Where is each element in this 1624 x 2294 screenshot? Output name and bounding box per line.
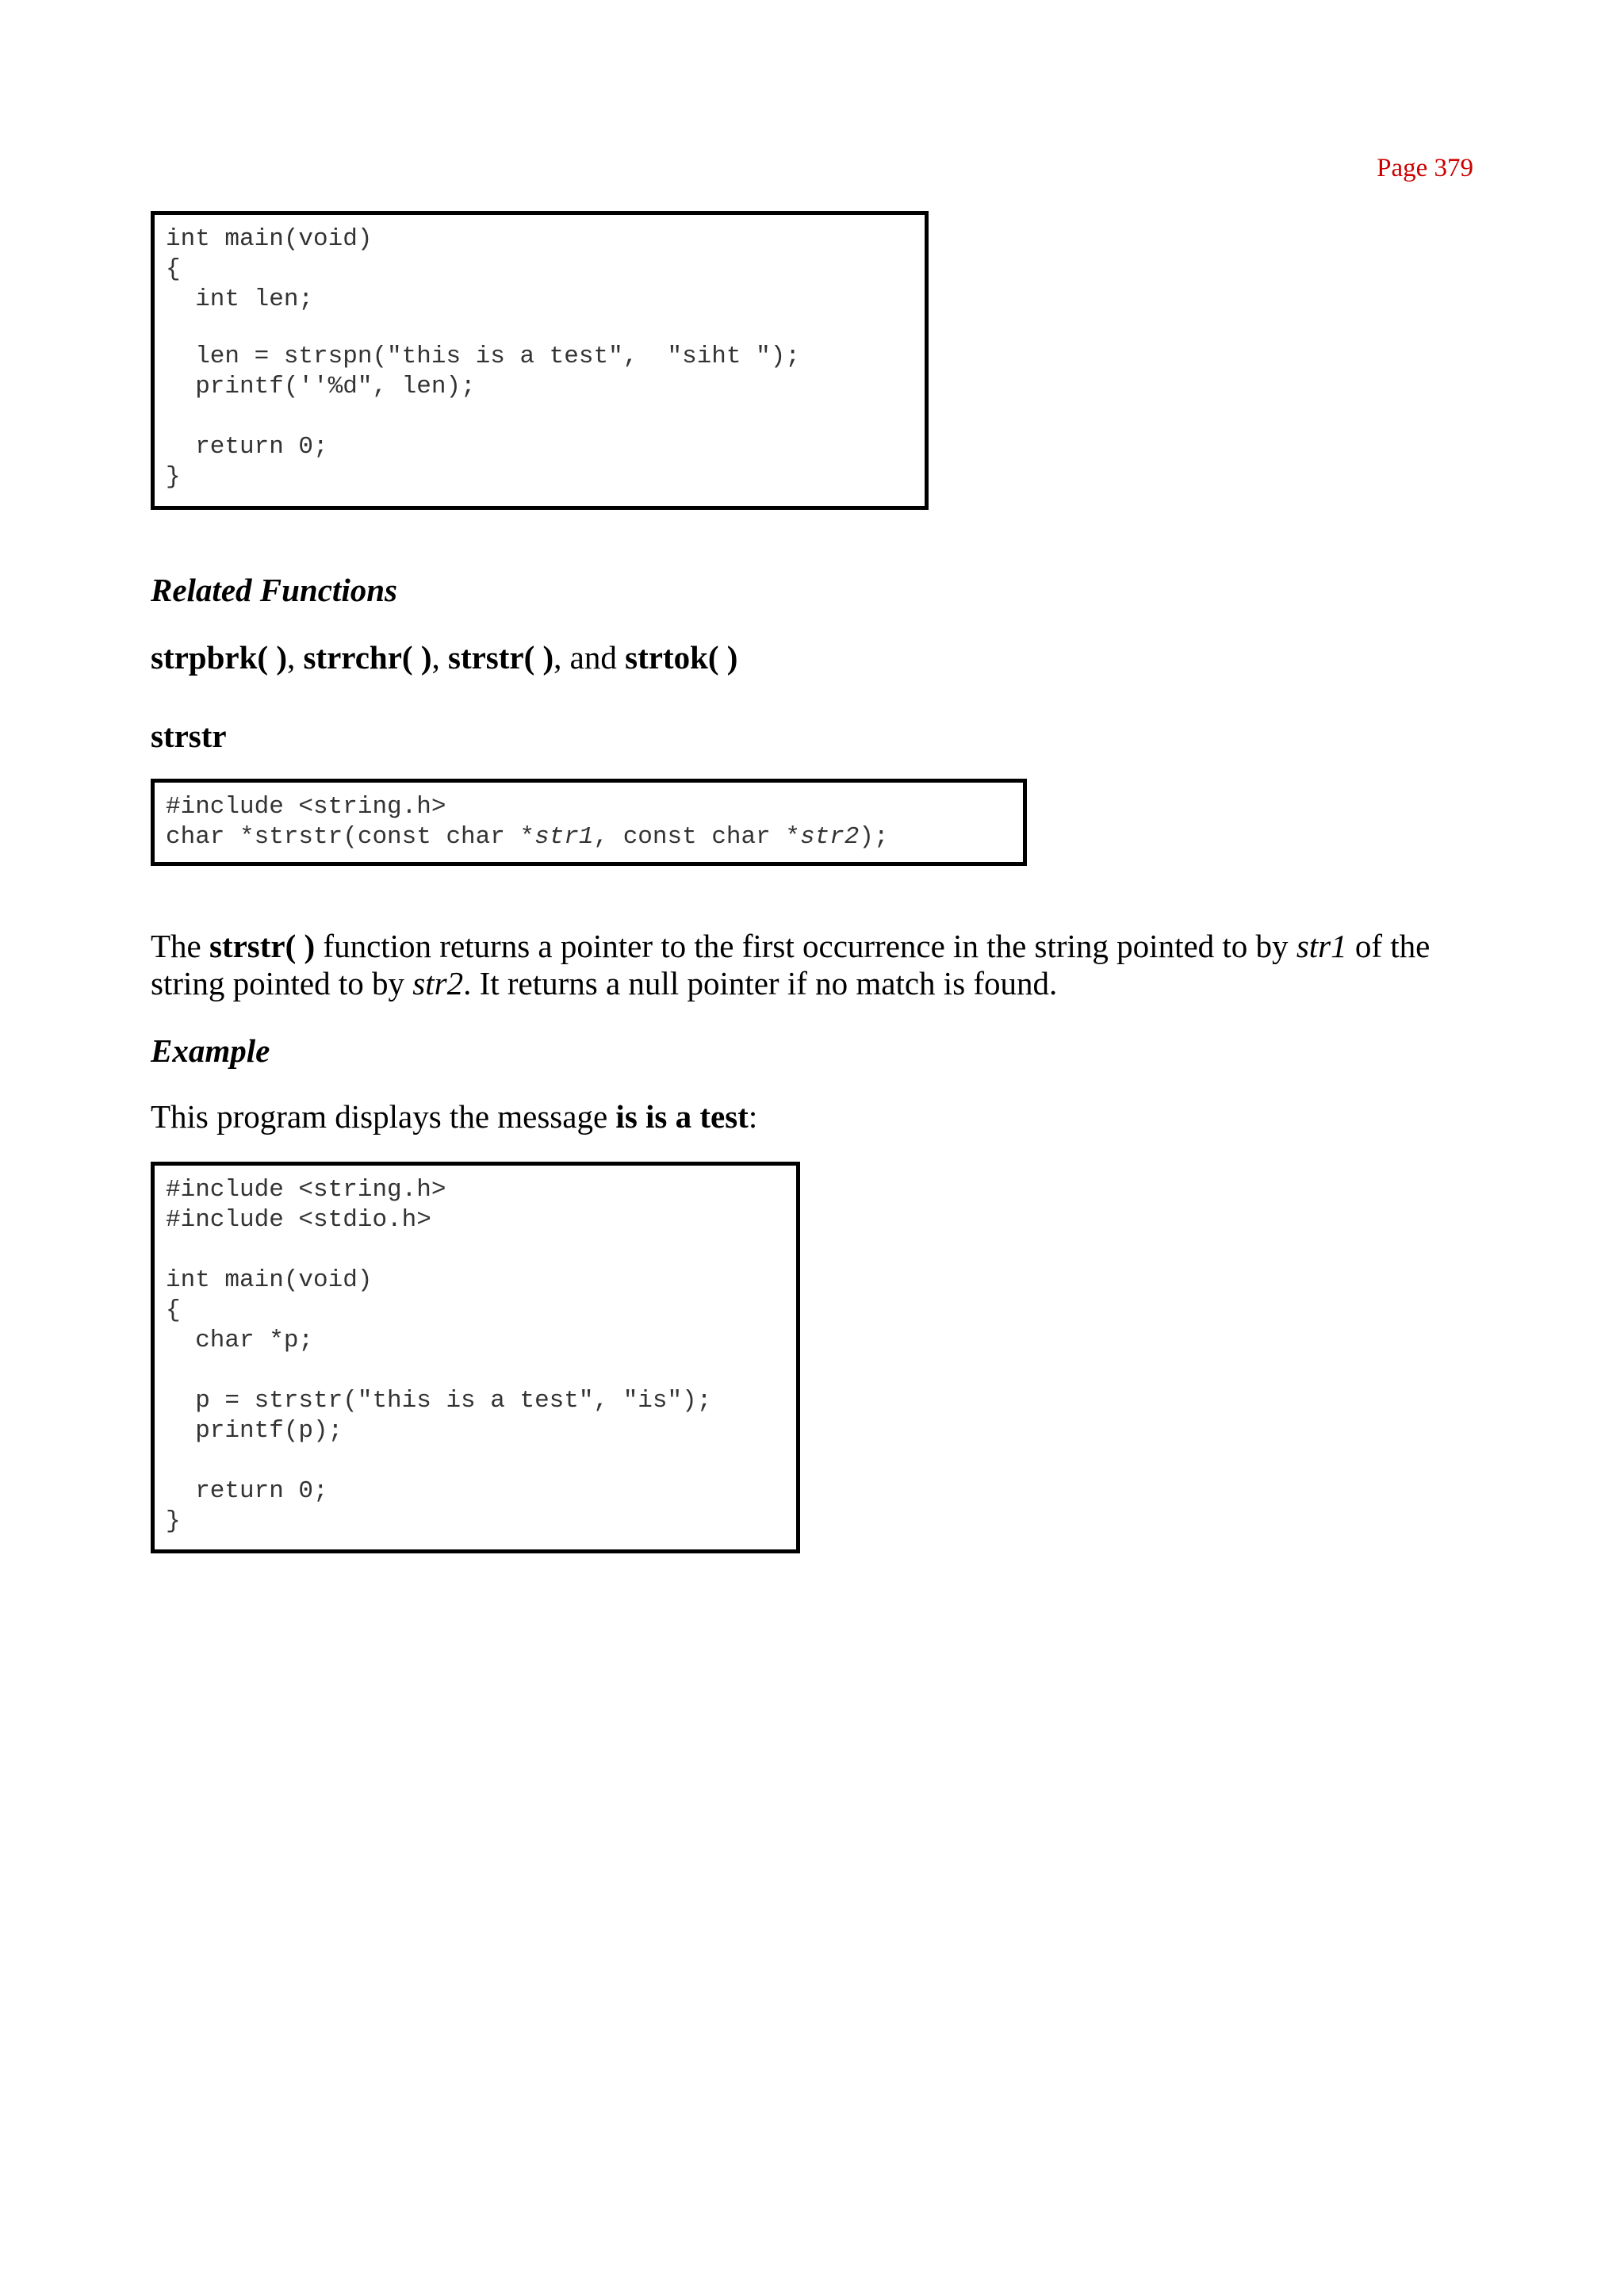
list-separator: , and: [553, 639, 626, 676]
code-param-str1: str1: [534, 823, 594, 851]
code-line: }: [166, 1507, 181, 1535]
code-line: int main(void): [166, 225, 373, 253]
code-param-str2: str2: [799, 823, 860, 851]
param-ref-str2: str2: [412, 965, 464, 1001]
code-line: p = strstr("this is a test", "is");: [166, 1387, 712, 1415]
text-run: of the string pointed to by: [151, 928, 1431, 1001]
section-title-strstr: strstr: [151, 718, 227, 754]
list-separator: ,: [286, 639, 304, 676]
page-number: Page 379: [1377, 154, 1473, 182]
code-line: {: [166, 255, 181, 283]
text-run: :: [748, 1098, 758, 1135]
code-line: #include <stdio.h>: [166, 1206, 431, 1234]
code-fragment: , const char *: [593, 823, 800, 851]
code-line: #include <string.h>: [166, 793, 446, 821]
code-fragment: );: [859, 823, 889, 851]
code-line: [166, 1235, 785, 1266]
related-function-strpbrk: strpbrk( ): [151, 639, 287, 676]
text-run: . It returns a null pointer if no match is found.: [463, 965, 1058, 1001]
code-fragment: char *strstr(const char *: [166, 823, 535, 851]
related-function-strtok: strtok( ): [625, 639, 738, 676]
code-line: int main(void): [166, 1266, 373, 1294]
related-function-strstr: strstr( ): [448, 639, 554, 676]
example-intro: [151, 1098, 1483, 1136]
code-line: printf(p);: [166, 1417, 343, 1445]
code-line: }: [166, 463, 181, 491]
code-line: [166, 822, 1012, 852]
related-functions-heading: Related Functions: [151, 572, 397, 608]
text-run: This program displays the message: [151, 1098, 616, 1135]
code-line: printf(''%d", len);: [166, 373, 476, 400]
list-separator: ,: [431, 639, 448, 676]
example-heading: Example: [151, 1032, 270, 1069]
code-line: len = strspn("this is a test", "siht ");: [166, 343, 800, 370]
code-block-strstr-example: [151, 1162, 800, 1553]
code-block-strspn-example: [151, 211, 929, 510]
function-name: strstr( ): [209, 928, 316, 964]
code-line: #include <string.h>: [166, 1176, 446, 1204]
code-line: [166, 402, 914, 432]
code-line: {: [166, 1296, 181, 1324]
param-ref-str1: str1: [1296, 928, 1347, 964]
related-functions-list: [151, 639, 1483, 676]
related-function-strrchr: strrchr( ): [303, 639, 432, 676]
text-run: The: [151, 928, 209, 964]
text-run: function returns a pointer to the first occurrence in the string pointed to by: [315, 928, 1297, 964]
code-line: char *p;: [166, 1327, 314, 1354]
code-line: return 0;: [166, 433, 328, 461]
code-line: [166, 1356, 785, 1386]
code-line: int len;: [166, 285, 314, 313]
code-line: return 0;: [166, 1477, 328, 1505]
example-message: is is a test: [615, 1098, 749, 1135]
code-line: [166, 315, 914, 342]
code-line: [166, 1446, 785, 1476]
strstr-description: [151, 928, 1483, 1002]
code-block-strstr-prototype: [151, 779, 1027, 866]
